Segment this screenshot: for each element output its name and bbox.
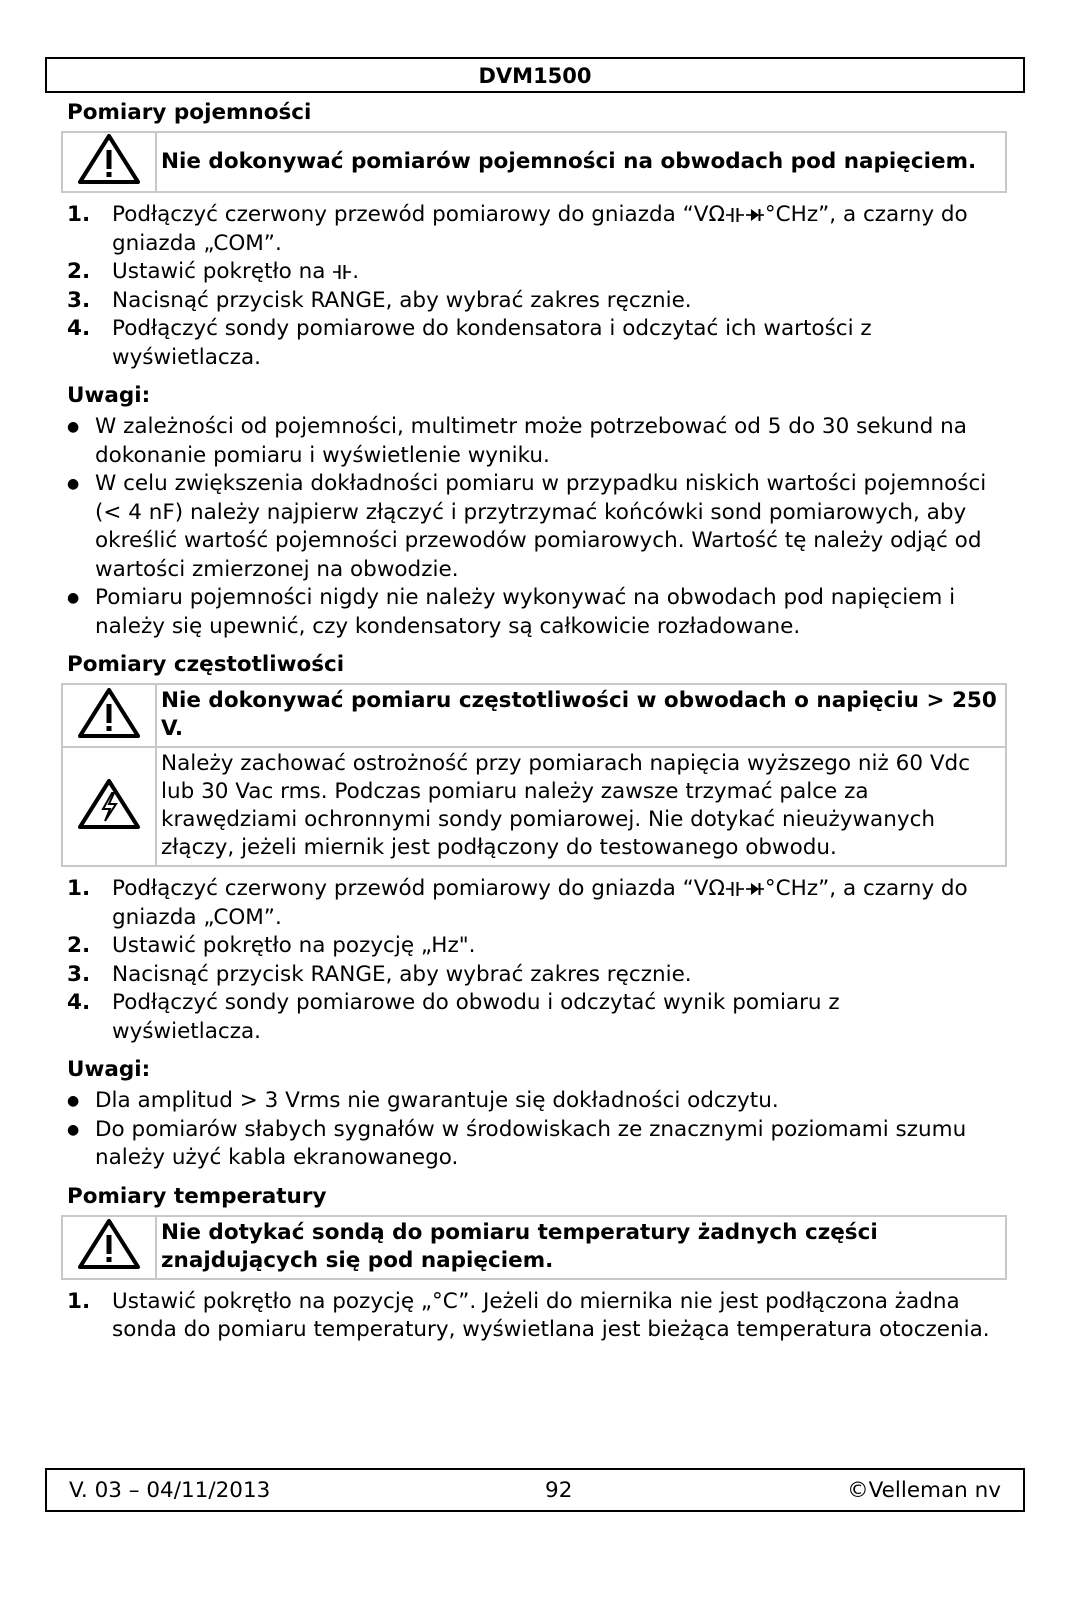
list-item: ● W zależności od pojemności, multimetr może potrzebować od 5 do 30 sekund na dokonanie pomiaru i wyświetlenie wyniku. [67,414,967,468]
temperature-steps [45,1288,1025,1345]
manual-page [45,57,1025,1345]
page-number: 92 [545,1477,573,1503]
frequency-warning-text: Nie dokonywać pomiaru częstotliwości w obwodach o napięciu > 250 V. [156,684,1006,747]
version-date: V. 03 – 04/11/2013 [69,1477,271,1503]
page-footer [45,1468,1025,1512]
copyright: ©Velleman nv [847,1477,1001,1503]
list-item: 1. Podłączyć czerwony przewód pomiarowy do gniazda “VΩ °CHz”, a czarny do gniazda „COM”. [67,202,968,256]
warning-triangle-icon [62,1216,156,1279]
temperature-warning-box [61,1215,1007,1280]
capacitor-symbol-icon [725,206,745,224]
list-item: 4. Podłączyć sondy pomiarowe do obwodu i odczytać wynik pomiaru z wyświetlacza. [67,990,840,1044]
frequency-warning-box [61,683,1007,867]
section-title-capacitance: Pomiary pojemności [67,100,312,125]
capacitance-steps [45,201,1025,372]
page-header [45,57,1025,93]
capacitance-notes-title: Uwagi: [67,383,151,408]
list-item: ● Do pomiarów słabych sygnałów w środowiskach ze znacznymi poziomami szumu należy użyć kabla ekranowanego. [67,1116,967,1170]
section-title-temperature: Pomiary temperatury [67,1183,327,1209]
electric-shock-icon [62,747,156,866]
list-item: 2. Ustawić pokrętło na pozycję „Hz". [67,933,476,958]
warning-triangle-icon [62,132,156,192]
temperature-warning-text: Nie dotykać sondą do pomiaru temperatury żadnych części znajdujących się pod napięciem. [156,1216,1006,1279]
list-item: 1. Podłączyć czerwony przewód pomiarowy do gniazda “VΩ °CHz”, a czarny do gniazda „COM”. [67,876,968,930]
section-title-frequency: Pomiary częstotliwości [67,652,345,677]
warning-triangle-icon [62,684,156,747]
diode-symbol-icon [745,880,765,898]
capacitor-symbol-icon [332,263,352,281]
capacitance-notes [45,413,1025,641]
list-item: 3. Nacisnąć przycisk RANGE, aby wybrać zakres ręcznie. [67,287,692,313]
capacitor-symbol-icon [725,880,745,898]
diode-symbol-icon [745,206,765,224]
model-name: DVM1500 [478,64,592,88]
list-item: ● Dla amplitud > 3 Vrms nie gwarantuje się dokładności odczytu. [67,1088,779,1113]
list-item: 1. Ustawić pokrętło na pozycję „°C”. Jeżeli do miernika nie jest podłączona żadna sonda do pomiaru temperatury, wyświetlana jest bieżąca temperatura otoczenia. [67,1288,990,1342]
list-item: ● W celu zwiększenia dokładności pomiaru w przypadku niskich wartości pojemności (< 4 nF) należy najpierw złączyć i przytrzymać końcówki sond pomiarowych, aby określić wartość pojemności przewodów pomiarowych. Wartość tę należy odjąć od wartości zmierzonej na obwodzie. [67,471,987,582]
list-item: 2. Ustawić pokrętło na . [67,259,360,284]
frequency-steps [45,875,1025,1046]
frequency-notes [45,1087,1025,1173]
list-item: 4. Podłączyć sondy pomiarowe do kondensatora i odczytać ich wartości z wyświetlacza. [67,316,872,370]
capacitance-warning-text: Nie dokonywać pomiarów pojemności na obwodach pod napięciem. [156,132,1006,192]
capacitance-warning-box [61,131,1007,193]
shock-warning-text: Należy zachować ostrożność przy pomiarach napięcia wyższego niż 60 Vdc lub 30 Vac rms. Podczas pomiaru należy zawsze trzymać palce za krawędziami ochronnymi sondy pomiarowej. Nie dotykać nieużywanych złączy, jeżeli miernik jest podłączony do testowanego obwodu. [156,747,1006,866]
list-item: 3. Nacisnąć przycisk RANGE, aby wybrać zakres ręcznie. [67,961,692,987]
list-item: ● Pomiaru pojemności nigdy nie należy wykonywać na obwodach pod napięciem i należy się upewnić, czy kondensatory są całkowicie rozładowane. [67,585,956,639]
frequency-notes-title: Uwagi: [67,1057,151,1082]
